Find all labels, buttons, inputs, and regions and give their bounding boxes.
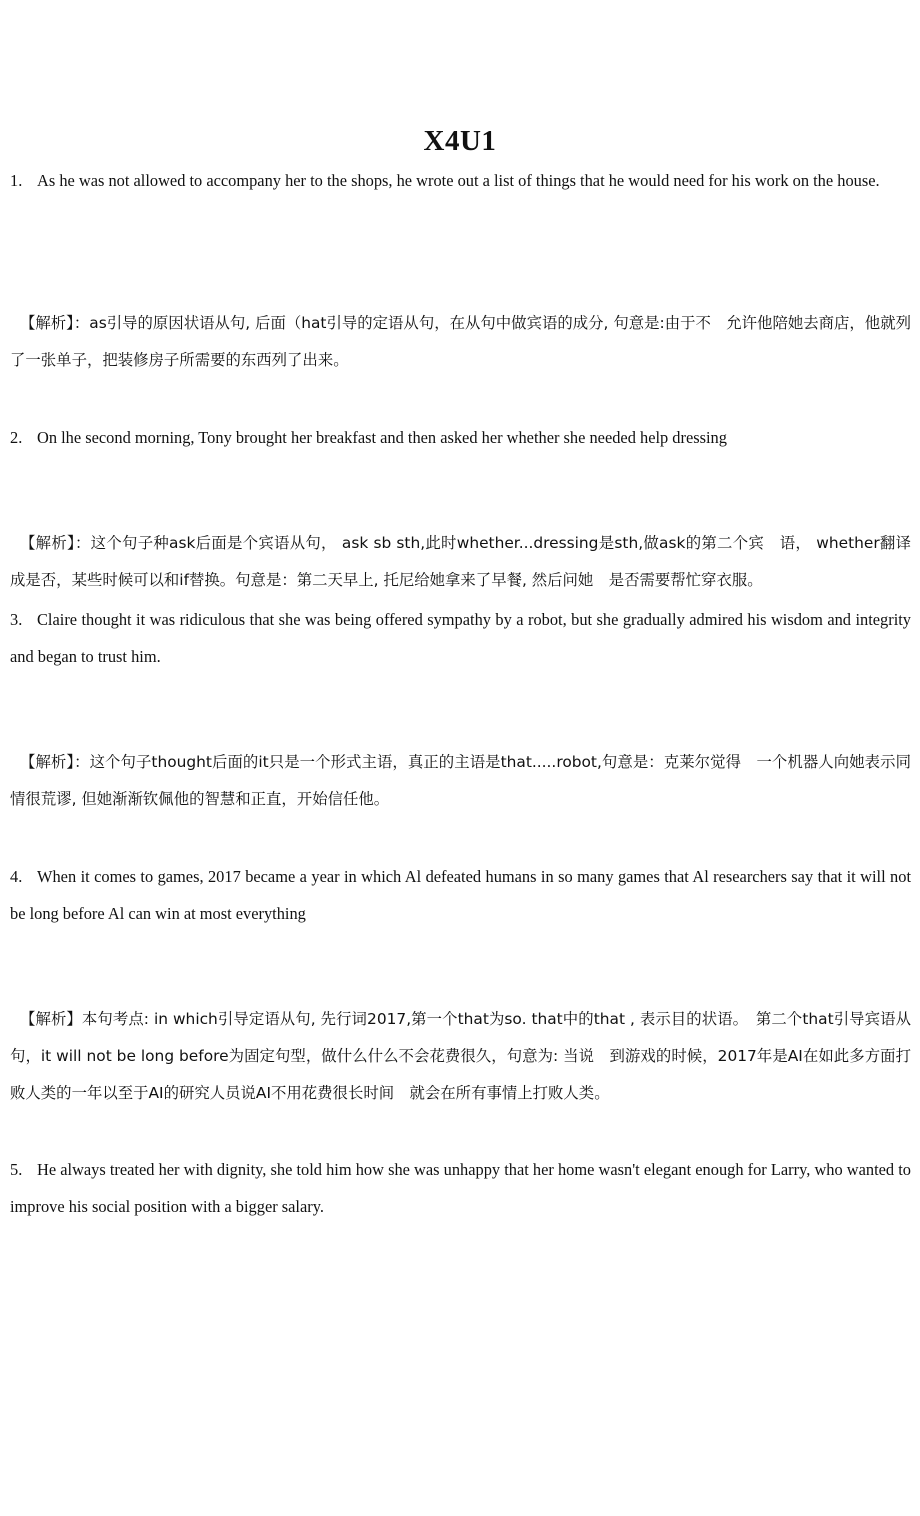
analysis-label: 【解析】：: [20, 753, 90, 771]
sentence-text: On lhe second morning, Tony brought her breakfast and then asked her whether she needed help dressing: [37, 428, 727, 447]
analysis-text: 这个句子thought后面的it只是一个形式主语，真正的主语是that.....robot,句意是：克莱尔觉得 一个机器人向她表示同情很荒谬, 但她渐渐钦佩他的智慧和正直，开始信任他。: [10, 753, 911, 808]
analysis-text: as引导的原因状语从句, 后面（hat引导的定语从句，在从句中做宾语的成分, 句意是:由于不 允许他陪她去商店，他就列了一张单子，把装修房子所需要的东西列了出来。: [10, 314, 911, 369]
analysis-label: 【解析】: [20, 1010, 82, 1028]
sentence-text: Claire thought it was ridiculous that she was being offered sympathy by a robot, but she gradually admired his wisdom and integrity and began to trust him.: [10, 610, 911, 666]
sentence-1: [10, 162, 911, 199]
sentence-text: As he was not allowed to accompany her to the shops, he wrote out a list of things that he would need for his work on the house.: [37, 171, 880, 190]
analysis-text: 这个句子种ask后面是个宾语从句， ask sb sth,此时whether...dressing是sth,做ask的第二个宾 语， whether翻译成是否，某些时候可以和if替换。句意是：第二天早上, 托尼给她拿来了早餐, 然后问她 是否需要帮忙穿衣服。: [10, 534, 911, 589]
item-number: 2.: [10, 428, 23, 447]
analysis-1: [10, 305, 911, 379]
sentence-3: [10, 601, 911, 675]
analysis-4: [10, 1001, 911, 1112]
sentence-text: He always treated her with dignity, she told him how she was unhappy that her home wasn't elegant enough for Larry, who wanted to improve his social position with a bigger salary.: [10, 1160, 911, 1216]
sentence-5: [10, 1151, 911, 1225]
item-number: 3.: [10, 610, 23, 629]
item-number: 4.: [10, 867, 23, 886]
analysis-text: 本句考点: in which引导定语从句, 先行词2017,第一个that为so. that中的that , 表示目的状语。 第二个that引导宾语从句，it will not be long before为固定句型，做什么什么不会花费很久，句意为: 当说 到游戏的时候，2017年是AI在如此多方面打败人类的一年以至于AI的研究人员说AI不用花费很长时间 就会在所有事情上打败人类。: [10, 1010, 911, 1102]
sentence-2: [10, 419, 911, 456]
analysis-3: [10, 744, 911, 818]
item-number: 1.: [10, 171, 23, 190]
analysis-label: 【解析】：: [20, 314, 90, 332]
sentence-text: When it comes to games, 2017 became a year in which Al defeated humans in so many games that Al researchers say that it will not be long before Al can win at most everything: [10, 867, 911, 923]
item-number: 5.: [10, 1160, 23, 1179]
sentence-4: [10, 858, 911, 932]
page-title: X4U1: [423, 125, 497, 157]
analysis-2: [10, 525, 911, 599]
analysis-label: 【解析】：: [20, 534, 91, 552]
